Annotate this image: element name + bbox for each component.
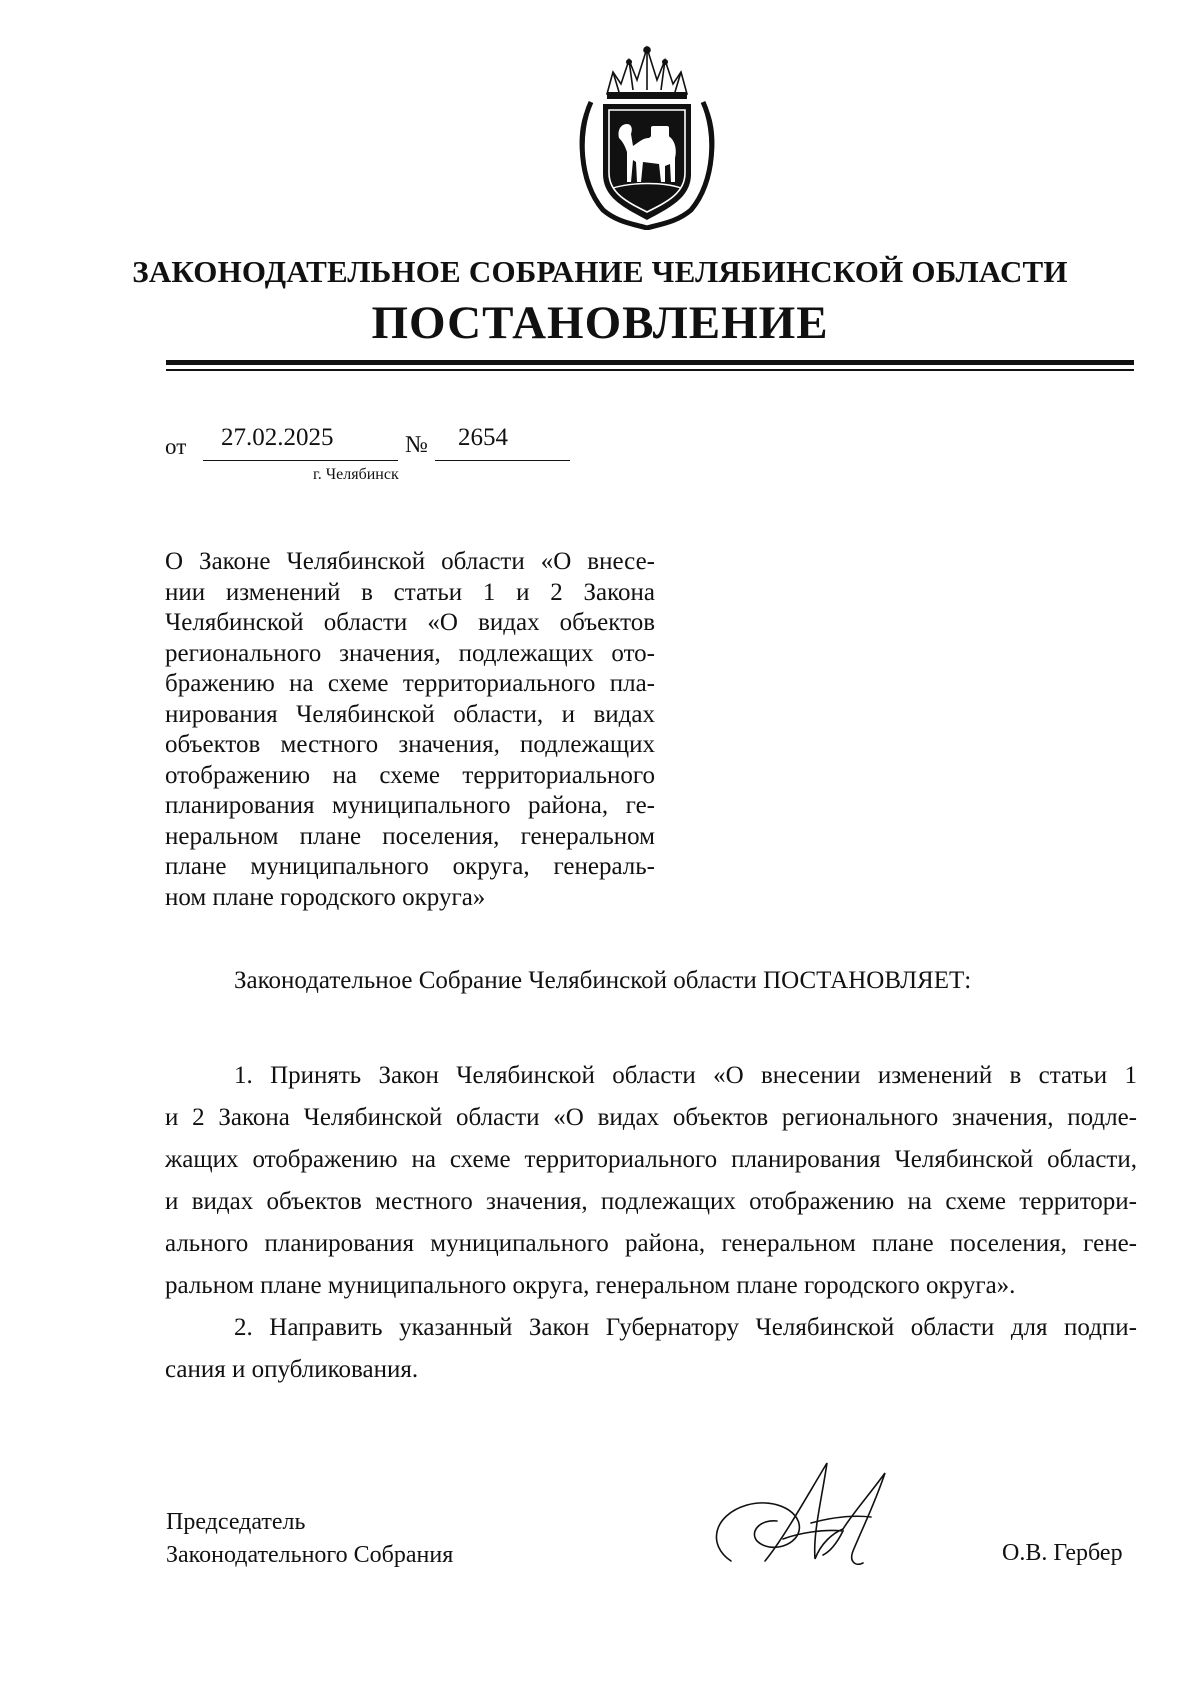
city-name: г. Челябинск [313, 466, 399, 483]
organization-name: ЗАКОНОДАТЕЛЬНОЕ СОБРАНИЕ ЧЕЛЯБИНСКОЙ ОБЛАСТИ [132, 254, 1068, 289]
date-underline [203, 460, 398, 461]
subject-line: объектов местного значения, подлежащих [165, 731, 655, 758]
handwritten-signature [703, 1443, 913, 1580]
signatory-title-line: Председатель [166, 1509, 306, 1535]
body-line: жащих отображению на схеме территориального планирования Челябинской области, [165, 1146, 1137, 1173]
resolution-body [165, 1055, 1137, 1391]
body-line: и 2 Закона Челябинской области «О видах объектов регионального значения, подле- [165, 1104, 1137, 1131]
subject-line: неральном плане поселения, генеральном [165, 822, 655, 850]
document-type-title: ПОСТАНОВЛЕНИЕ [371, 297, 829, 349]
header-rule-thick [166, 360, 1134, 365]
subject-line: плане муниципального округа, генераль- [165, 853, 655, 880]
subject-line: нирования Челябинской области, и видах [165, 700, 655, 728]
signatory-title-line: Законодательного Собрания [166, 1542, 454, 1568]
document-number: 2654 [458, 424, 508, 451]
preamble: Законодательное Собрание Челябинской области ПОСТАНОВЛЯЕТ: [234, 967, 972, 994]
coat-of-arms-icon [573, 42, 721, 230]
body-line: 1. Принять Закон Челябинской области «О внесении изменений в статьи 1 [234, 1062, 1137, 1089]
body-line: и видах объектов местного значения, подлежащих отображению на схеме территори- [165, 1188, 1137, 1215]
date-label: от [165, 434, 187, 459]
subject-line: регионального значения, подлежащих ото- [165, 639, 655, 667]
body-line: ального планирования муниципального района, генеральном плане поселения, гене- [165, 1230, 1137, 1257]
number-label: № [405, 432, 428, 458]
document-date: 27.02.2025 [221, 424, 334, 451]
signatory-title [166, 1506, 453, 1572]
body-line: ральном плане муниципального округа, генеральном плане городского округа». [165, 1272, 1016, 1299]
subject-line: планирования муниципального района, ге- [165, 792, 655, 819]
body-line: 2. Направить указанный Закон Губернатору Челябинской области для подпи- [234, 1314, 1137, 1341]
signatory-name: О.В. Гербер [1002, 1540, 1123, 1566]
header-rule-thin [166, 369, 1134, 371]
body-line: сания и опубликования. [165, 1356, 419, 1383]
document-subject [165, 547, 655, 913]
subject-line: О Законе Челябинской области «О внесе- [165, 548, 655, 575]
subject-line: отображению на схеме территориального [165, 761, 655, 789]
subject-line: Челябинской области «О видах объектов [165, 609, 655, 636]
subject-line: бражению на схеме территориального пла- [165, 670, 655, 697]
number-underline [435, 460, 570, 461]
subject-line: ном плане городского округа» [165, 883, 486, 911]
subject-line: нии изменений в статьи 1 и 2 Закона [165, 578, 655, 606]
